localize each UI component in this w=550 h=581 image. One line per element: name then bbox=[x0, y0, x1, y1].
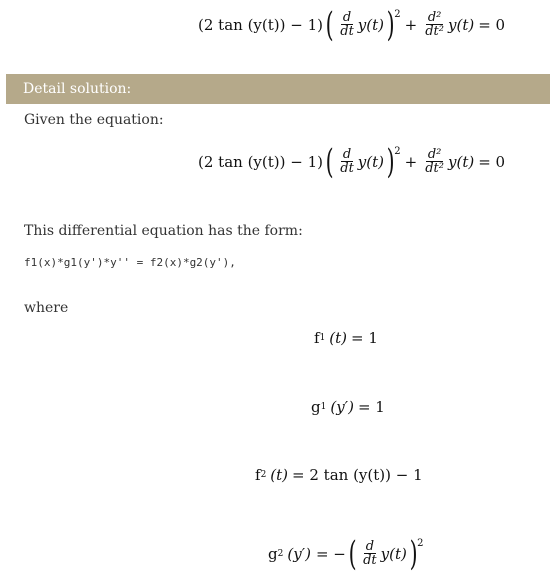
f1-equation bbox=[314, 331, 378, 346]
g2-arg: (y′) bbox=[287, 544, 311, 563]
given-eq-lhs-prefix: (2 tan (y(t)) − 1) bbox=[198, 152, 323, 171]
given-equation bbox=[198, 142, 506, 182]
second-arg: y(t) bbox=[448, 15, 475, 34]
plus-sign: + bbox=[404, 15, 418, 34]
form-text: This differential equation has the form: bbox=[24, 223, 303, 239]
right-paren: ) bbox=[409, 534, 418, 574]
f1-sub: 1 bbox=[319, 333, 326, 343]
second-derivative-fraction bbox=[423, 148, 446, 177]
right-paren: ) bbox=[386, 142, 395, 182]
second-den: dt² bbox=[425, 24, 444, 40]
where-text: where bbox=[24, 300, 69, 316]
second-derivative-fraction bbox=[423, 11, 446, 40]
g2-name: g bbox=[268, 544, 278, 563]
g2-deriv-num: d bbox=[365, 538, 375, 554]
f2-rhs: = 2 tan (y(t)) − 1 bbox=[292, 466, 423, 484]
deriv-num: d bbox=[342, 9, 352, 25]
power: 2 bbox=[394, 9, 401, 20]
left-paren: ( bbox=[325, 142, 334, 182]
f1-rhs: = 1 bbox=[351, 329, 378, 347]
g1-equation bbox=[311, 400, 385, 415]
g2-power: 2 bbox=[417, 538, 424, 549]
second-num: d² bbox=[427, 9, 442, 25]
f2-name: f bbox=[255, 466, 261, 484]
g2-deriv-den: dt bbox=[363, 553, 377, 569]
left-paren: ( bbox=[348, 534, 357, 574]
g2-eq: = − bbox=[315, 544, 346, 563]
given-text: Given the equation: bbox=[24, 112, 164, 128]
g1-arg: (y′) bbox=[330, 398, 354, 416]
second-den: dt² bbox=[425, 161, 444, 177]
derivative-fraction bbox=[338, 11, 356, 40]
g2-sub: 2 bbox=[277, 548, 284, 559]
deriv-den: dt bbox=[340, 24, 354, 40]
f1-arg: (t) bbox=[329, 329, 348, 347]
top-equation bbox=[198, 5, 506, 45]
deriv-den: dt bbox=[340, 161, 354, 177]
f2-equation bbox=[255, 468, 423, 483]
g2-derivative-fraction bbox=[361, 540, 379, 569]
deriv-arg: y(t) bbox=[357, 152, 385, 171]
left-paren: ( bbox=[325, 5, 334, 45]
top-eq-lhs-prefix: (2 tan (y(t)) − 1) bbox=[198, 15, 323, 34]
detail-solution-header: Detail solution: bbox=[6, 74, 550, 104]
g1-sub: 1 bbox=[320, 402, 327, 412]
rhs: = 0 bbox=[478, 15, 506, 34]
deriv-num: d bbox=[342, 146, 352, 162]
rhs: = 0 bbox=[478, 152, 506, 171]
g1-rhs: = 1 bbox=[357, 398, 385, 416]
deriv-arg: y(t) bbox=[357, 15, 385, 34]
second-num: d² bbox=[427, 146, 442, 162]
g2-deriv-arg: y(t) bbox=[380, 544, 407, 563]
f1-name: f bbox=[314, 329, 320, 347]
power: 2 bbox=[394, 146, 401, 157]
second-arg: y(t) bbox=[448, 152, 475, 171]
f2-sub: 2 bbox=[260, 470, 267, 480]
g2-equation bbox=[268, 534, 424, 574]
form-code: f1(x)*g1(y')*y'' = f2(x)*g2(y'), bbox=[24, 256, 236, 269]
right-paren: ) bbox=[386, 5, 395, 45]
derivative-fraction bbox=[338, 148, 356, 177]
f2-arg: (t) bbox=[270, 466, 289, 484]
plus-sign: + bbox=[404, 152, 418, 171]
g1-name: g bbox=[311, 398, 321, 416]
